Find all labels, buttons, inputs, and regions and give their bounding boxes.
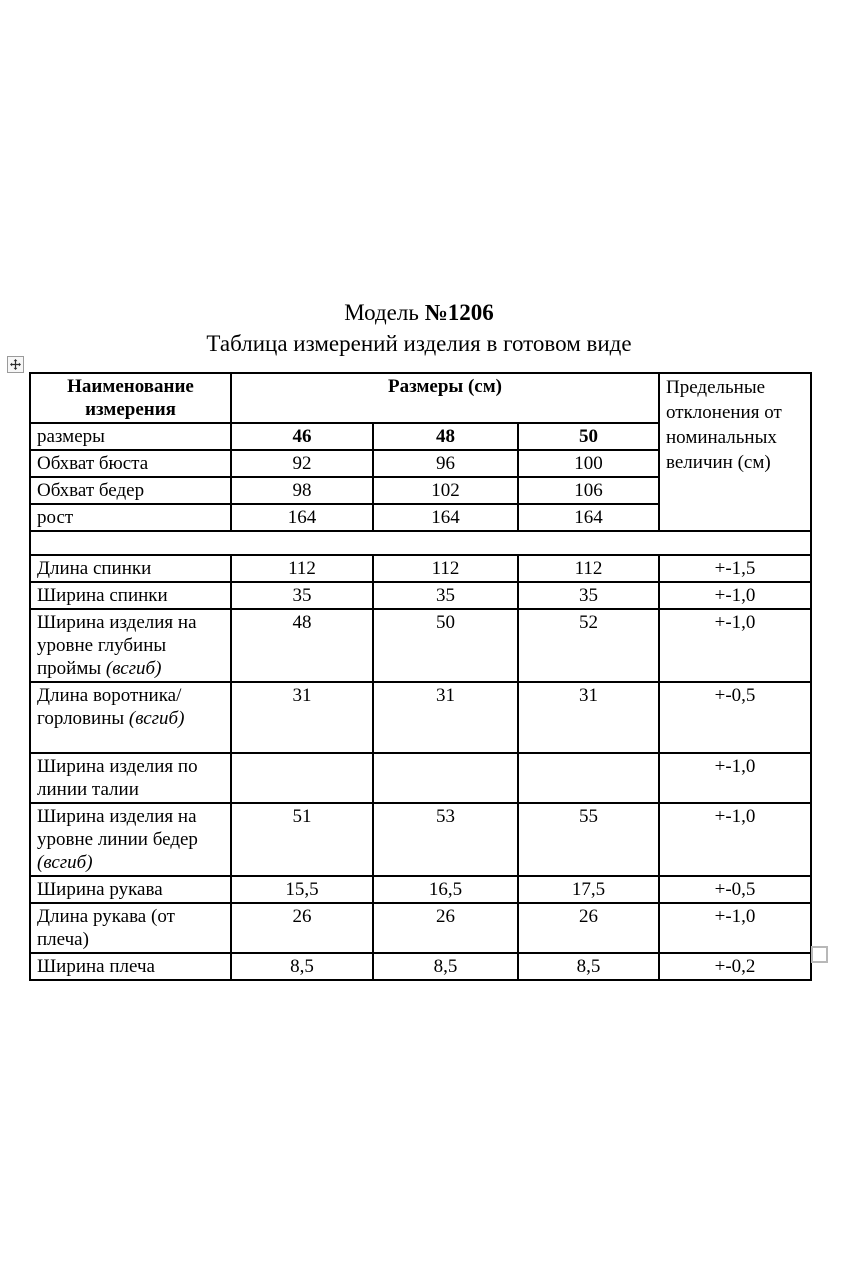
tolerance-value: +-0,5 [659,876,811,903]
tolerance-value: +-1,0 [659,753,811,803]
tolerance-value: +-1,0 [659,903,811,953]
cell-value: 52 [518,609,659,682]
cell-value: 26 [231,903,373,953]
cell-value [231,753,373,803]
table-row-width-armhole [30,609,811,682]
cell-value: 53 [373,803,518,876]
cell-value: 31 [231,682,373,753]
cell-value: 112 [518,555,659,582]
cell-value: 102 [373,477,518,504]
tolerance-value: +-1,0 [659,803,811,876]
table-resize-handle-icon[interactable] [811,946,828,963]
cell-value: 51 [231,803,373,876]
table-row-collar-length [30,682,811,753]
row-label: Длина рукава (от плеча) [37,906,175,950]
tolerance-value: +-0,2 [659,953,811,980]
row-label: Ширина спинки [37,585,168,606]
row-label: Ширина изделия по линии талии [37,756,198,800]
table-row-waist-width [30,753,811,803]
tolerance-value: +-0,5 [659,682,811,753]
cell-value [373,753,518,803]
measurement-table [29,372,812,981]
row-label: Ширина изделия на уровне глубины проймы [37,612,197,679]
cell-value: 100 [518,450,659,477]
table-row-sleeve-length [30,903,811,953]
cell-value: 164 [231,504,373,531]
table-row-shoulder-width [30,953,811,980]
cell-value: 8,5 [373,953,518,980]
table-row-hip-width [30,803,811,876]
header-sizes-group: Размеры (см) [231,373,659,423]
table-row-sleeve-width [30,876,811,903]
cell-value: 55 [518,803,659,876]
cell-value [518,753,659,803]
model-title [29,297,809,328]
row-label: Обхват бедер [30,477,231,504]
cell-value: 98 [231,477,373,504]
cell-value: 35 [373,582,518,609]
size-50: 50 [518,423,659,450]
cell-value: 96 [373,450,518,477]
size-46: 46 [231,423,373,450]
row-label: Длина воротника/горловины [37,685,182,729]
cell-value: 48 [231,609,373,682]
header-measurement-name: Наименование измерения [30,373,231,423]
tolerance-value: +-1,0 [659,609,811,682]
row-note: (всгиб) [37,852,93,873]
cell-value: 8,5 [231,953,373,980]
document-title-block [29,297,809,359]
spacer-row [30,531,811,555]
row-label: Обхват бюста [30,450,231,477]
cell-value: 15,5 [231,876,373,903]
size-48: 48 [373,423,518,450]
table-header-row [30,373,811,423]
cell-value: 164 [373,504,518,531]
row-label: Длина спинки [37,558,152,579]
cell-value: 35 [518,582,659,609]
cell-value: 8,5 [518,953,659,980]
four-way-arrow-icon [10,359,21,370]
row-note: (всгиб) [105,658,162,679]
cell-value: 92 [231,450,373,477]
table-move-handle-icon[interactable] [7,356,24,373]
tolerance-value: +-1,5 [659,555,811,582]
cell-value: 17,5 [518,876,659,903]
cell-value: 112 [373,555,518,582]
measurement-table-container [29,372,812,981]
cell-value: 106 [518,477,659,504]
model-number: №1206 [424,300,494,325]
cell-value: 26 [373,903,518,953]
cell-value: 50 [373,609,518,682]
header-tolerance: Предельные отклонения от номинальных величин (см) [659,373,811,531]
sizes-row-label: размеры [30,423,231,450]
row-note: (всгиб) [128,708,185,729]
table-subtitle: Таблица измерений изделия в готовом виде [206,331,632,356]
row-label: рост [30,504,231,531]
spacer-cell [30,531,811,555]
cell-value: 164 [518,504,659,531]
row-label: Ширина рукава [37,879,163,900]
cell-value: 35 [231,582,373,609]
cell-value: 31 [373,682,518,753]
cell-value: 26 [518,903,659,953]
table-row-back-width [30,582,811,609]
cell-value: 112 [231,555,373,582]
row-label: Ширина плеча [37,956,155,977]
table-row-back-length [30,555,811,582]
cell-value: 31 [518,682,659,753]
model-title-text: Модель [344,300,425,325]
row-label: Ширина изделия на уровне линии бедер [37,806,198,850]
cell-value: 16,5 [373,876,518,903]
tolerance-value: +-1,0 [659,582,811,609]
